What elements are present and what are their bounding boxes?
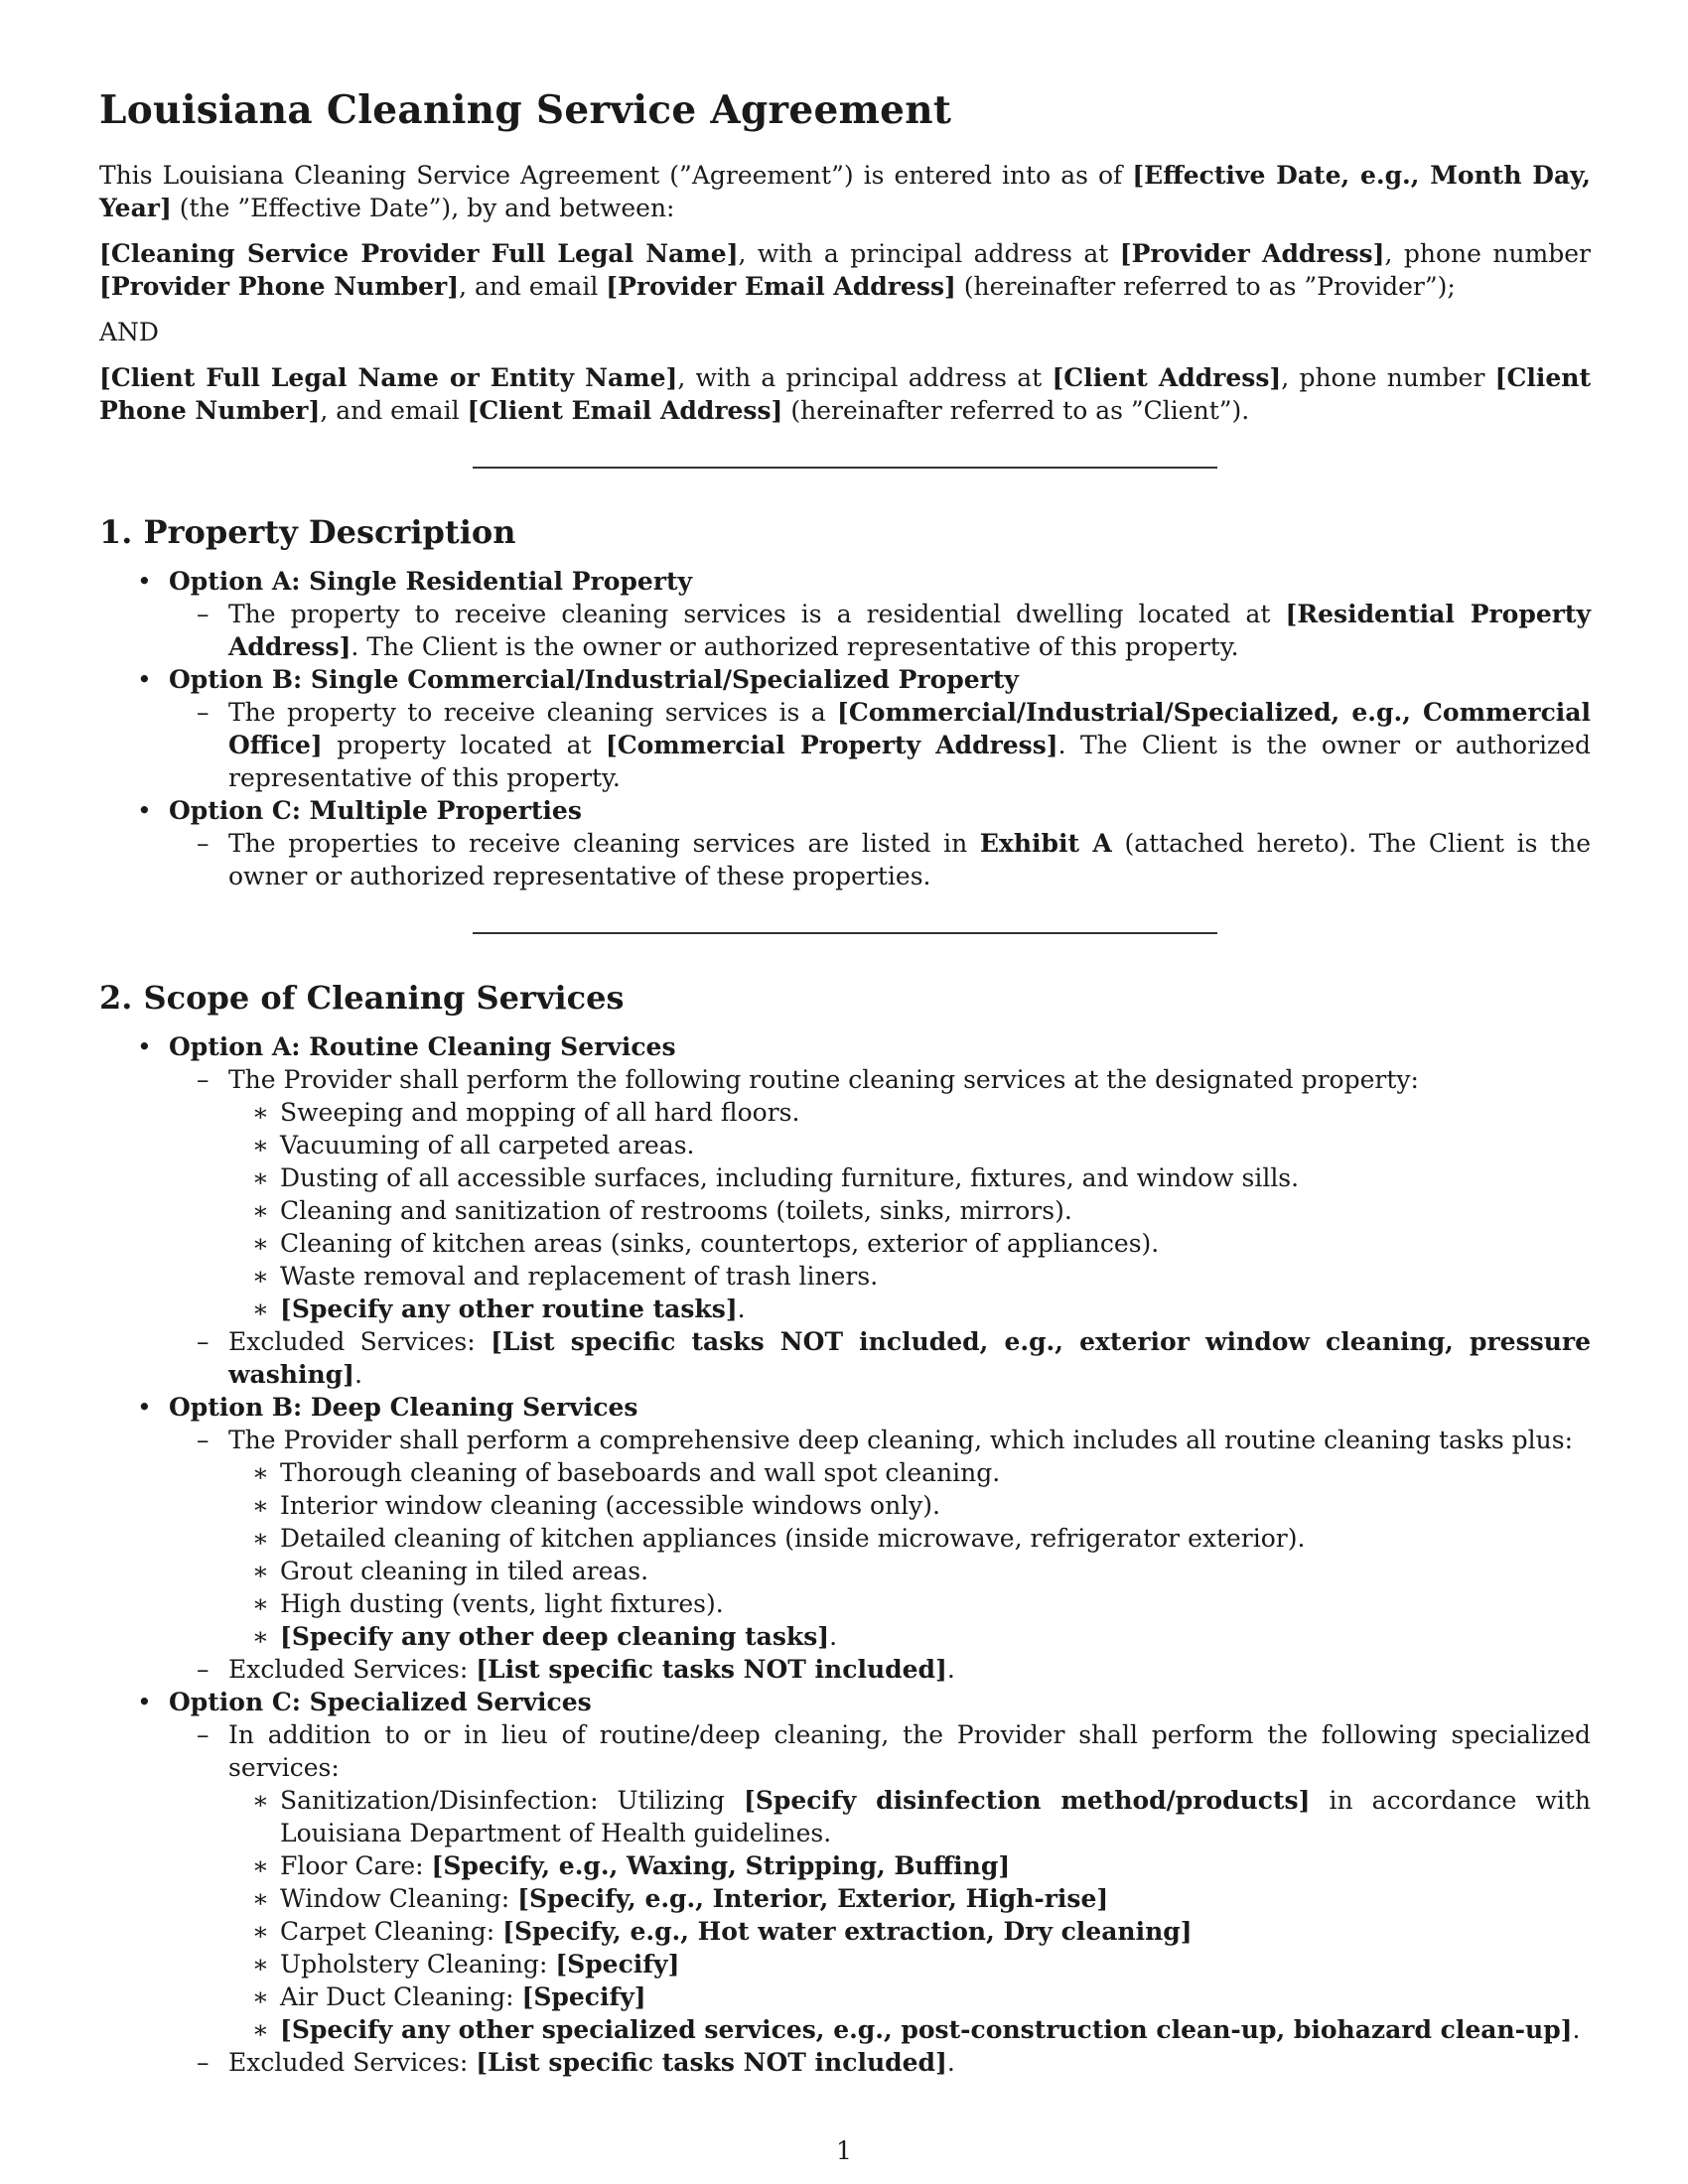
provider-address-placeholder: [Provider Address]	[1119, 239, 1385, 268]
provider-email-placeholder: [Provider Email Address]	[606, 272, 956, 301]
provider-paragraph	[99, 237, 1591, 303]
task-item: ∗ Cleaning and sanitization of restrooms (toilets, sinks, mirrors).	[228, 1194, 1591, 1227]
horizontal-rule	[473, 932, 1217, 934]
client-email-placeholder: [Client Email Address]	[467, 396, 783, 425]
client-name-placeholder: [Client Full Legal Name or Entity Name]	[99, 363, 678, 392]
property-type-placeholder: [Commercial/Industrial/Specialized, e.g., Commercial Office]	[228, 698, 1591, 759]
property-option-b	[99, 663, 1591, 794]
provider-text: , phone number	[1384, 239, 1592, 268]
property-option-c	[99, 794, 1591, 892]
intro-paragraph	[99, 159, 1591, 224]
option-title: Option C: Multiple Properties	[169, 796, 582, 825]
provider-phone-placeholder: [Provider Phone Number]	[99, 272, 460, 301]
task-item: ∗ Sweeping and mopping of all hard floors.	[228, 1096, 1591, 1129]
document-page	[99, 60, 1591, 2079]
section-2-heading: 2. Scope of Cleaning Services	[99, 979, 625, 1017]
task-item: ∗ Dusting of all accessible surfaces, including furniture, fixtures, and window sills.	[228, 1161, 1591, 1194]
option-title: Option B: Deep Cleaning Services	[169, 1393, 638, 1422]
option-lead: – In addition to or in lieu of routine/deep cleaning, the Provider shall perform the following specialized services: ∗ Sanitization/Disinfection: Utilizing [Specify disinfection method/products] in accordance with Louisiana Department of Health guidelines. ∗ Floor Care: [Specify, e.g., Waxing, Stripping, Buffing] ∗ Window Cleaning: [Specify, e.g., Interior, Exterior, High-rise] ∗ Carpet Cleaning: [Specify, e.g., Hot water extraction, Dry cleaning] ∗ Upholstery Cleaning: [Specify] ∗ Air Duct Cleaning: [Specify] ∗ [Specify any other specialized services, e.g., post-construction clean-up, biohazard clean-up].	[169, 1718, 1591, 2046]
provider-text: (hereinafter referred to as ”Provider”);	[955, 272, 1456, 301]
task-item: ∗ [Specify any other routine tasks].	[228, 1293, 1591, 1325]
option-detail: – The property to receive cleaning services is a residential dwelling located at [Residential Property Address]. The Client is the owner or authorized representative of this property.	[169, 598, 1591, 663]
provider-name-placeholder: [Cleaning Service Provider Full Legal Name]	[99, 239, 739, 268]
service-option-c	[99, 1686, 1591, 2079]
exhibit-reference: Exhibit A	[979, 829, 1112, 858]
option-title: Option B: Single Commercial/Industrial/Specialized Property	[169, 665, 1019, 694]
option-title: Option C: Specialized Services	[169, 1688, 592, 1716]
task-item: ∗ Air Duct Cleaning: [Specify]	[228, 1980, 1591, 2013]
property-options-list	[99, 565, 1591, 892]
option-lead: – The Provider shall perform a comprehensive deep cleaning, which includes all routine cleaning tasks plus: ∗ Thorough cleaning of baseboards and wall spot cleaning. ∗ Interior window cleaning (accessible windows only). ∗ Detailed cleaning of kitchen appliances (inside microwave, refrigerator exterior). ∗ Grout cleaning in tiled areas. ∗ High dusting (vents, light fixtures). ∗ [Specify any other deep cleaning tasks].	[169, 1424, 1591, 1653]
intro-text: This Louisiana Cleaning Service Agreement (”Agreement”) is entered into as of	[99, 161, 1133, 190]
task-item: ∗ Vacuuming of all carpeted areas.	[228, 1129, 1591, 1161]
service-option-a	[99, 1030, 1591, 1391]
horizontal-rule	[473, 467, 1217, 469]
option-detail: – The properties to receive cleaning services are listed in Exhibit A (attached hereto). The Client is the owner or authorized representative of these properties.	[169, 827, 1591, 892]
client-text: , and email	[320, 396, 468, 425]
service-options-list	[99, 1030, 1591, 2079]
task-item: ∗ Waste removal and replacement of trash liners.	[228, 1260, 1591, 1293]
task-item: ∗ Sanitization/Disinfection: Utilizing [Specify disinfection method/products] in accordance with Louisiana Department of Health guidelines.	[228, 1784, 1591, 1849]
task-item: ∗ Carpet Cleaning: [Specify, e.g., Hot water extraction, Dry cleaning]	[228, 1915, 1591, 1948]
task-item: ∗ Floor Care: [Specify, e.g., Waxing, Stripping, Buffing]	[228, 1849, 1591, 1882]
task-item: ∗ Thorough cleaning of baseboards and wall spot cleaning.	[228, 1456, 1591, 1489]
effective-date-placeholder: [Effective Date, e.g., Month Day, Year]	[99, 161, 1591, 222]
commercial-address-placeholder: [Commercial Property Address]	[605, 731, 1058, 759]
option-lead: – The Provider shall perform the following routine cleaning services at the designated property: ∗ Sweeping and mopping of all hard floors. ∗ Vacuuming of all carpeted areas. ∗ Dusting of all accessible surfaces, including furniture, fixtures, and window sills. ∗ Cleaning and sanitization of restrooms (toilets, sinks, mirrors). ∗ Cleaning of kitchen areas (sinks, countertops, exterior of appliances). ∗ Waste removal and replacement of trash liners. ∗ [Specify any other routine tasks].	[169, 1063, 1591, 1325]
option-detail: – The property to receive cleaning services is a [Commercial/Industrial/Specialized, e.g., Commercial Office] property located at [Commercial Property Address]. The Client is the owner or authorized representative of this property.	[169, 696, 1591, 794]
task-item: ∗ [Specify any other deep cleaning tasks].	[228, 1620, 1591, 1653]
and-text: AND	[99, 318, 159, 346]
residential-address-placeholder: [Residential Property Address]	[228, 600, 1591, 661]
client-text: , phone number	[1281, 363, 1495, 392]
task-item: ∗ High dusting (vents, light fixtures).	[228, 1587, 1591, 1620]
excluded-services: – Excluded Services: [List specific tasks NOT included].	[169, 1653, 1591, 1686]
task-item: ∗ Cleaning of kitchen areas (sinks, countertops, exterior of appliances).	[228, 1227, 1591, 1260]
page-number: 1	[836, 2136, 852, 2165]
task-item: ∗ Window Cleaning: [Specify, e.g., Interior, Exterior, High-rise]	[228, 1882, 1591, 1915]
option-title: Option A: Routine Cleaning Services	[169, 1032, 676, 1061]
excluded-services: – Excluded Services: [List specific tasks NOT included, e.g., exterior window cleaning, pressure washing].	[169, 1325, 1591, 1391]
task-item: ∗ Detailed cleaning of kitchen appliances (inside microwave, refrigerator exterior).	[228, 1522, 1591, 1555]
section-1-heading: 1. Property Description	[99, 513, 516, 551]
excluded-services: – Excluded Services: [List specific tasks NOT included].	[169, 2046, 1591, 2079]
task-item: ∗ Grout cleaning in tiled areas.	[228, 1555, 1591, 1587]
client-text: , with a principal address at	[677, 363, 1053, 392]
document-title: Louisiana Cleaning Service Agreement	[99, 87, 952, 133]
task-item: ∗ Upholstery Cleaning: [Specify]	[228, 1948, 1591, 1980]
client-address-placeholder: [Client Address]	[1052, 363, 1282, 392]
provider-text: , and email	[459, 272, 607, 301]
service-option-b	[99, 1391, 1591, 1686]
intro-text-tail: (the ”Effective Date”), by and between:	[171, 194, 675, 222]
client-phone-placeholder: [Client Phone Number]	[99, 363, 1592, 425]
client-text: (hereinafter referred to as ”Client”).	[782, 396, 1250, 425]
property-option-a	[99, 565, 1591, 663]
task-item: ∗ Interior window cleaning (accessible windows only).	[228, 1489, 1591, 1522]
task-item: ∗ [Specify any other specialized services, e.g., post-construction clean-up, biohazard clean-up].	[228, 2013, 1591, 2046]
client-paragraph	[99, 361, 1591, 427]
option-title: Option A: Single Residential Property	[169, 567, 693, 596]
provider-text: , with a principal address at	[738, 239, 1120, 268]
